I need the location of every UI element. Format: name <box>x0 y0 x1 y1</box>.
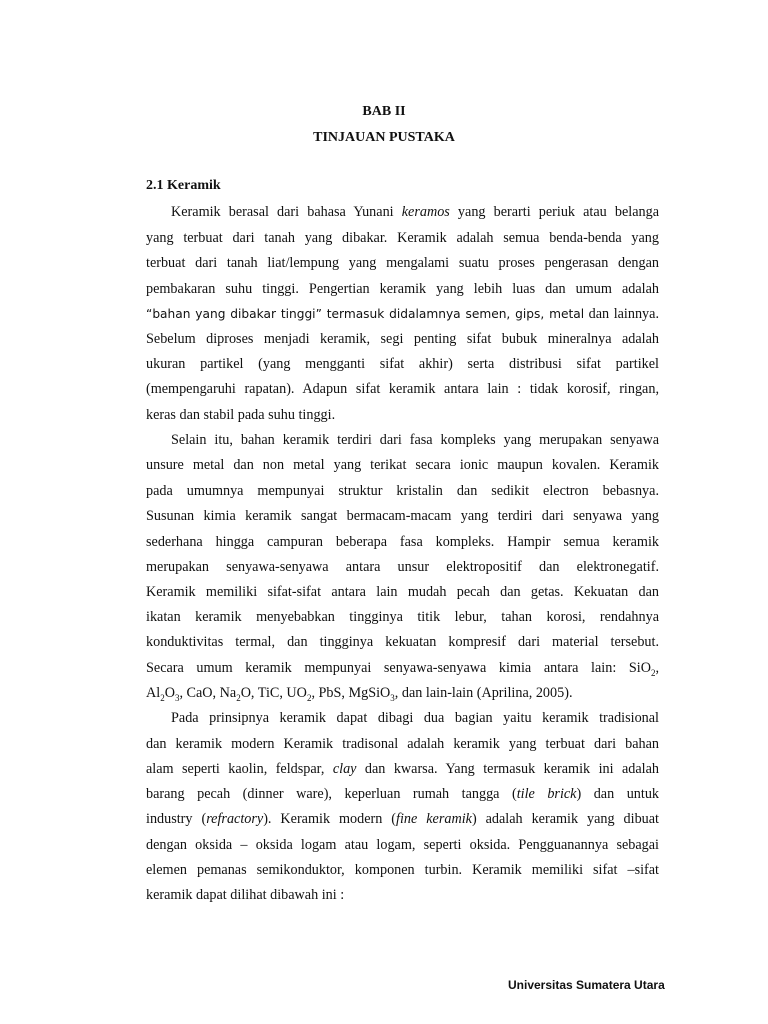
chapter-title: TINJAUAN PUSTAKA <box>313 130 455 145</box>
p1-line-9: keras dan stabil pada suhu tinggi. <box>146 407 336 423</box>
p2-line-7: Keramik memiliki sifat-sifat antara lain mudah pecah dan getas. Kekuatan dan <box>146 584 659 600</box>
p3-line-2: dan keramik modern Keramik tradisonal adalah keramik yang terbuat dari bahan <box>146 736 659 752</box>
section-heading: 2.1 Keramik <box>146 178 221 193</box>
subscript: 2 <box>160 692 165 703</box>
text-run: O, TiC, UO <box>240 685 307 701</box>
p3-line-3 <box>146 760 659 778</box>
p3-line-5 <box>146 810 659 828</box>
text-run: , <box>655 660 659 676</box>
p2-line-11 <box>146 684 659 702</box>
subscript: 3 <box>390 692 395 703</box>
p1-line-5 <box>146 305 659 323</box>
text-run: yang berarti periuk atau belanga <box>449 204 659 220</box>
text-run: O <box>164 685 175 701</box>
text-run: dan lainnya. <box>584 306 659 322</box>
p3-line-4 <box>146 785 659 803</box>
text-run: Secara umum keramik mempunyai senyawa-senyawa kimia antara lain: SiO <box>146 660 651 676</box>
p1-line-4: pembakaran suhu tinggi. Pengertian keramik yang lebih luas dan umum adalah <box>146 281 659 297</box>
text-run: alam seperti kaolin, feldspar, <box>146 761 333 777</box>
footer-institution: Universitas Sumatera Utara <box>508 978 665 992</box>
p1-line-8: (mempengaruhi rapatan). Adapun sifat keramik antara lain : tidak korosif, ringan, <box>146 381 659 397</box>
text-run: industry ( <box>146 811 207 827</box>
p1-line-7: ukuran partikel (yang mengganti sifat akhir) serta distribusi sifat partikel <box>146 356 659 372</box>
p1-line-1 <box>171 203 659 221</box>
subscript: 2 <box>306 692 312 703</box>
p2-line-10 <box>146 659 659 677</box>
p1-line-2: yang terbuat dari tanah yang dibakar. Keramik adalah semua benda-benda yang <box>146 230 659 246</box>
p2-line-8: ikatan keramik menyebabkan tingginya titik lebur, tahan korosi, rendahnya <box>146 609 659 625</box>
p2-line-2: unsure metal dan non metal yang terikat secara ionic maupun kovalen. Keramik <box>146 457 659 473</box>
p2-line-4: Susunan kimia keramik sangat bermacam-macam yang terdiri dari senyawa yang <box>146 508 659 524</box>
italic-term: keramos <box>401 204 450 220</box>
text-run: Al <box>146 685 161 701</box>
subscript: 2 <box>236 692 241 703</box>
text-run: , CaO, Na <box>179 685 237 701</box>
p1-line-6: Sebelum diproses menjadi keramik, segi penting sifat bubuk mineralnya adalah <box>146 331 659 347</box>
italic-term: clay <box>332 761 357 777</box>
text-run: , dan lain-lain (Aprilina, 2005). <box>394 685 573 701</box>
p2-line-3: pada umumnya mempunyai struktur kristalin dan sedikit electron bebasnya. <box>146 483 659 499</box>
text-run: , PbS, MgSiO <box>311 685 391 701</box>
subscript: 3 <box>174 692 180 703</box>
p1-line-3: terbuat dari tanah liat/lempung yang mengalami suatu proses pengerasan dengan <box>146 255 659 271</box>
chapter-label: BAB II <box>362 104 406 119</box>
text-run: dan kwarsa. Yang termasuk keramik ini adalah <box>356 761 660 777</box>
p2-line-9: konduktivitas termal, dan tingginya kekuatan kompresif dari material tersebut. <box>146 634 659 650</box>
text-run: ). Keramik modern ( <box>263 811 397 827</box>
p3-line-6: dengan oksida – oksida logam atau logam, seperti oksida. Pengguanannya sebagai <box>146 837 659 853</box>
text-run-sans: “bahan yang dibakar tinggi” termasuk didalamnya semen, gips, metal <box>146 307 585 321</box>
text-run: barang pecah (dinner ware), keperluan rumah tangga ( <box>146 786 517 802</box>
subscript: 2 <box>650 667 656 678</box>
p2-line-1: Selain itu, bahan keramik terdiri dari fasa kompleks yang merupakan senyawa <box>171 432 659 448</box>
p3-line-8: keramik dapat dilihat dibawah ini : <box>146 887 345 903</box>
italic-term: tile brick <box>516 786 577 802</box>
italic-term: fine keramik <box>396 811 472 827</box>
p3-line-7: elemen pemanas semikonduktor, komponen turbin. Keramik memiliki sifat –sifat <box>146 862 659 878</box>
p3-line-1: Pada prinsipnya keramik dapat dibagi dua bagian yaitu keramik tradisional <box>171 710 659 726</box>
p2-line-5: sederhana hingga campuran beberapa fasa kompleks. Hampir semua keramik <box>146 534 659 550</box>
text-run: ) adalah keramik yang dibuat <box>471 811 659 827</box>
p2-line-6: merupakan senyawa-senyawa antara unsur elektropositif dan elektronegatif. <box>146 559 659 575</box>
text-run: ) dan untuk <box>576 786 660 802</box>
text-run: Keramik berasal dari bahasa Yunani <box>171 204 402 220</box>
italic-term: refractory <box>206 811 264 827</box>
